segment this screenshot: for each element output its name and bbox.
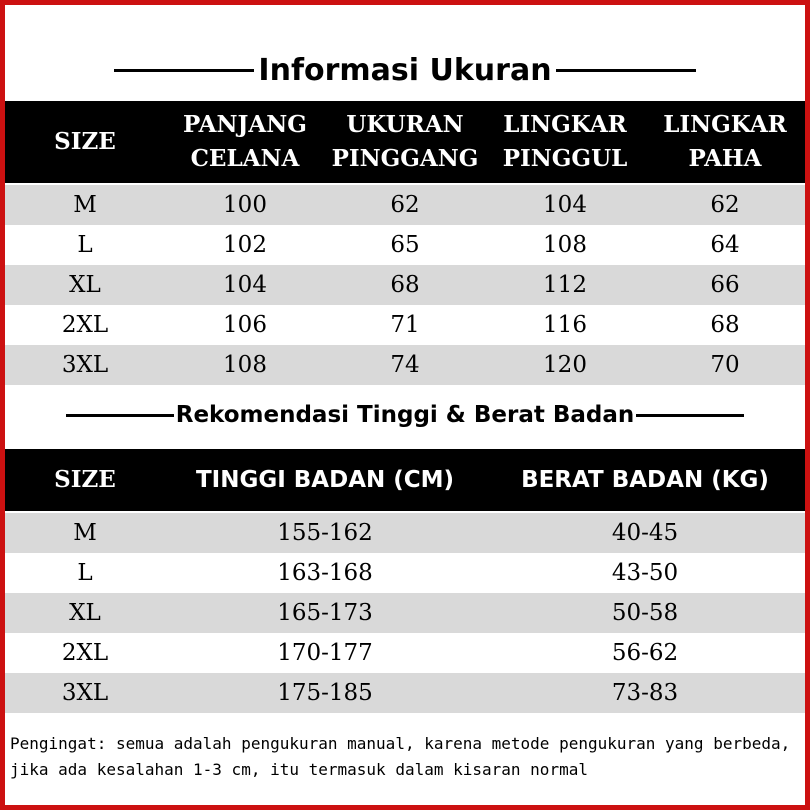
- recommendation-table-header: [5, 449, 805, 511]
- header-lingkar-paha: LINGKAR PAHA: [663, 111, 787, 172]
- recommendation-title-text: Rekomendasi Tinggi & Berat Badan: [175, 402, 635, 428]
- cell-size: 3XL: [61, 352, 109, 378]
- table-row: [5, 633, 805, 673]
- table-row: [5, 265, 805, 305]
- cell-paha: 66: [710, 272, 740, 298]
- cell-berat: 43-50: [611, 560, 679, 586]
- cell-size: L: [77, 560, 93, 586]
- table-row: [5, 673, 805, 713]
- cell-tinggi: 163-168: [277, 560, 373, 586]
- header-tinggi-badan: TINGGI BADAN (CM): [195, 467, 455, 493]
- title-rule-left: [66, 414, 174, 417]
- size-chart-card: [5, 5, 805, 805]
- header-size: SIZE: [54, 128, 116, 155]
- size-table-header: [5, 101, 805, 183]
- header-size: SIZE: [54, 466, 116, 493]
- cell-pinggang: 71: [390, 312, 420, 338]
- size-info-title-text: Informasi Ukuran: [258, 52, 552, 88]
- cell-panjang: 106: [223, 312, 267, 338]
- cell-tinggi: 165-173: [277, 600, 373, 626]
- cell-size: L: [77, 232, 93, 258]
- cell-tinggi: 175-185: [277, 680, 373, 706]
- cell-berat: 40-45: [611, 520, 679, 546]
- cell-pinggang: 65: [390, 232, 420, 258]
- cell-size: 2XL: [61, 640, 109, 666]
- cell-panjang: 104: [223, 272, 267, 298]
- cell-berat: 50-58: [611, 600, 679, 626]
- cell-pinggul: 108: [543, 232, 587, 258]
- cell-tinggi: 155-162: [277, 520, 373, 546]
- measurement-note: Pengingat: semua adalah pengukuran manual, karena metode pengukuran yang berbeda, jika ada kesalahan 1-3 cm, itu termasuk dalam kisaran normal: [10, 734, 791, 779]
- cell-pinggul: 112: [543, 272, 587, 298]
- cell-size: XL: [69, 600, 101, 626]
- cell-pinggang: 62: [390, 192, 420, 218]
- table-row: [5, 593, 805, 633]
- cell-panjang: 100: [223, 192, 267, 218]
- table-row: [5, 345, 805, 385]
- table-row: [5, 225, 805, 265]
- cell-paha: 62: [710, 192, 740, 218]
- table-row: [5, 513, 805, 553]
- cell-pinggul: 116: [543, 312, 587, 338]
- cell-pinggul: 104: [543, 192, 587, 218]
- cell-panjang: 108: [223, 352, 267, 378]
- cell-size: 3XL: [61, 680, 109, 706]
- title-rule-left: [114, 69, 254, 72]
- header-panjang-celana: PANJANG CELANA: [183, 111, 307, 172]
- cell-pinggang: 68: [390, 272, 420, 298]
- cell-panjang: 102: [223, 232, 267, 258]
- cell-paha: 70: [710, 352, 740, 378]
- header-ukuran-pinggang: UKURAN PINGGANG: [331, 111, 479, 172]
- cell-paha: 64: [710, 232, 740, 258]
- size-info-title: [5, 48, 805, 92]
- table-row: [5, 305, 805, 345]
- header-lingkar-pinggul: LINGKAR PINGGUL: [502, 111, 628, 172]
- header-berat-badan: BERAT BADAN (KG): [521, 467, 769, 493]
- cell-size: 2XL: [61, 312, 109, 338]
- cell-berat: 56-62: [611, 640, 679, 666]
- cell-size: M: [73, 520, 97, 546]
- cell-paha: 68: [710, 312, 740, 338]
- table-row: [5, 553, 805, 593]
- cell-pinggul: 120: [543, 352, 587, 378]
- cell-pinggang: 74: [390, 352, 420, 378]
- cell-size: XL: [69, 272, 101, 298]
- recommendation-title: [5, 395, 805, 435]
- title-rule-right: [556, 69, 696, 72]
- table-row: [5, 185, 805, 225]
- title-rule-right: [636, 414, 744, 417]
- cell-tinggi: 170-177: [277, 640, 373, 666]
- cell-berat: 73-83: [611, 680, 679, 706]
- cell-size: M: [73, 192, 97, 218]
